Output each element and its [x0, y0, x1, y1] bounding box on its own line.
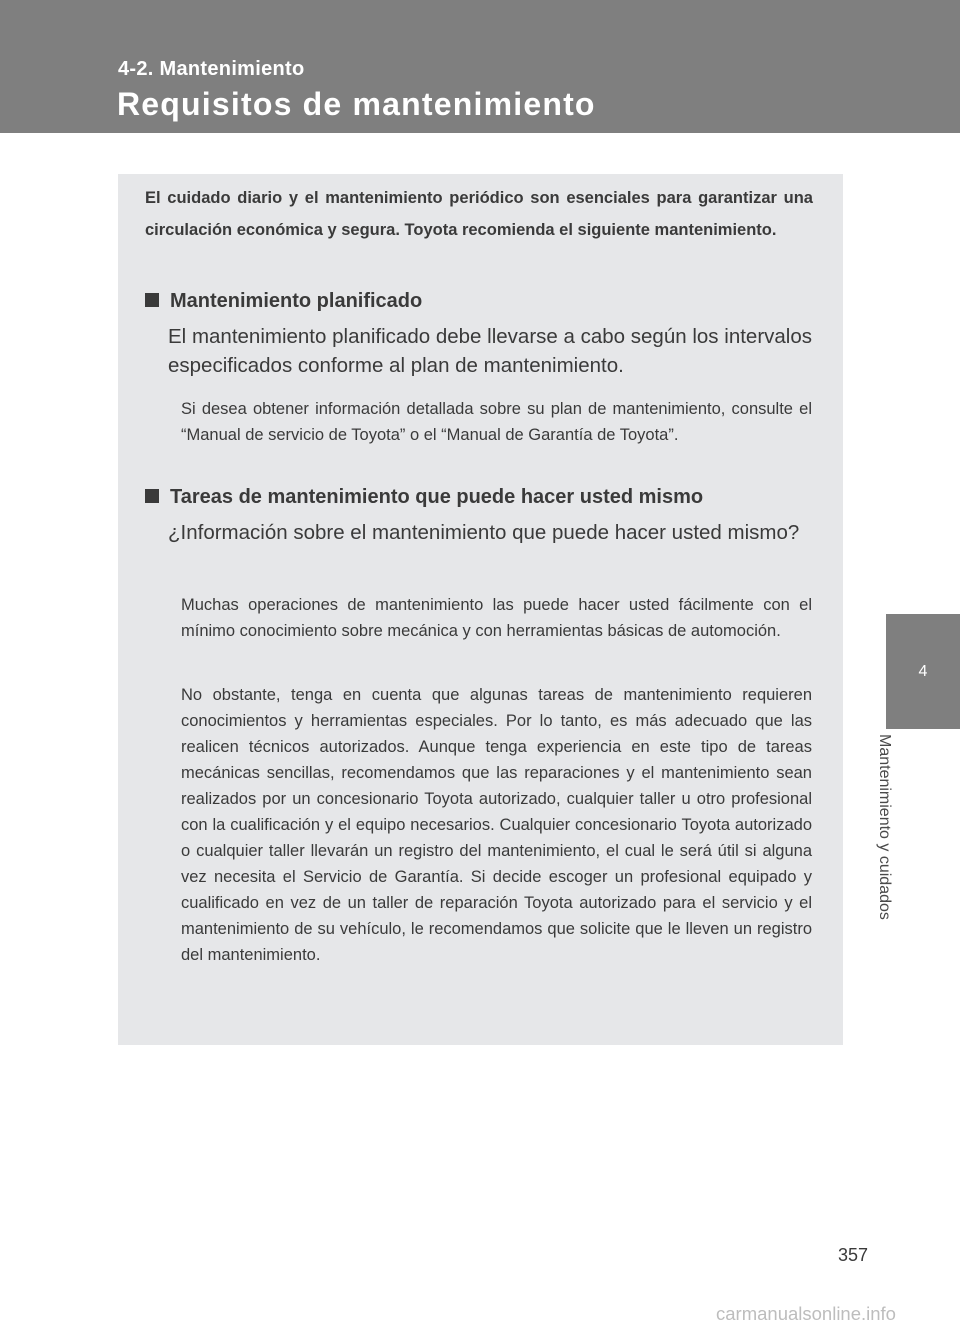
- section-heading-text: Mantenimiento planificado: [170, 290, 423, 312]
- watermark: carmanualsonline.info: [716, 1303, 896, 1324]
- intro-paragraph: El cuidado diario y el mantenimiento periódico son esenciales para garantizar una circulación económica y segura. Toyota recomienda el siguiente mantenimiento.: [145, 189, 813, 239]
- section-lead-planned: El mantenimiento planificado debe llevarse a cabo según los intervalos especificados conforme al plan de mantenimiento.: [168, 325, 812, 377]
- section-note: Muchas operaciones de mantenimiento las puede hacer usted fácilmente con el mínimo conocimiento sobre mecánica y con herramientas básicas de automoción.: [181, 596, 812, 640]
- chapter-label: Mantenimiento y cuidados: [876, 734, 893, 920]
- section-lead-diy: ¿Información sobre el mantenimiento que puede hacer usted mismo?: [168, 521, 800, 544]
- chapter-number: 4: [918, 662, 928, 680]
- page-title: Requisitos de mantenimiento: [117, 86, 596, 122]
- section-heading-diy: [145, 486, 703, 509]
- section-note: Si desea obtener información detallada sobre su plan de mantenimiento, consulte el “Manual de servicio de Toyota” o el “Manual de Garantía de Toyota”.: [181, 400, 812, 444]
- section-heading-text: Tareas de mantenimiento que puede hacer usted mismo: [170, 486, 704, 508]
- section-heading-planned: [145, 290, 422, 313]
- bullet-square-icon: [145, 293, 159, 307]
- section-label: 4-2. Mantenimiento: [118, 58, 305, 80]
- page-number: 357: [838, 1245, 869, 1265]
- bullet-square-icon: [145, 489, 159, 503]
- chapter-label-container: [876, 734, 928, 974]
- section-note: No obstante, tenga en cuenta que algunas tareas de mantenimiento requieren conocimientos y herramientas especiales. Por lo tanto, es más adecuado que las realicen técnicos autorizados. Aunque tenga experiencia en este tipo de tareas mecánicas sencillas, recomendamos que las reparaciones y el mantenimiento sean realizados por un concesionario Toyota autorizado, cualquier taller u otro profesional con la cualificación y el equipo necesarios. Cualquier concesionario Toyota autorizado o cualquier taller llevarán un registro del mantenimiento, el cual le será útil si alguna vez necesita el Servicio de Garantía. Si decide escoger un profesional equipado y cualificado en vez de un taller de reparación Toyota autorizado para el servicio y el mantenimiento de su vehículo, le recomendamos que solicite que le lleven un registro del mantenimiento.: [181, 686, 812, 964]
- chapter-tab: [886, 614, 960, 729]
